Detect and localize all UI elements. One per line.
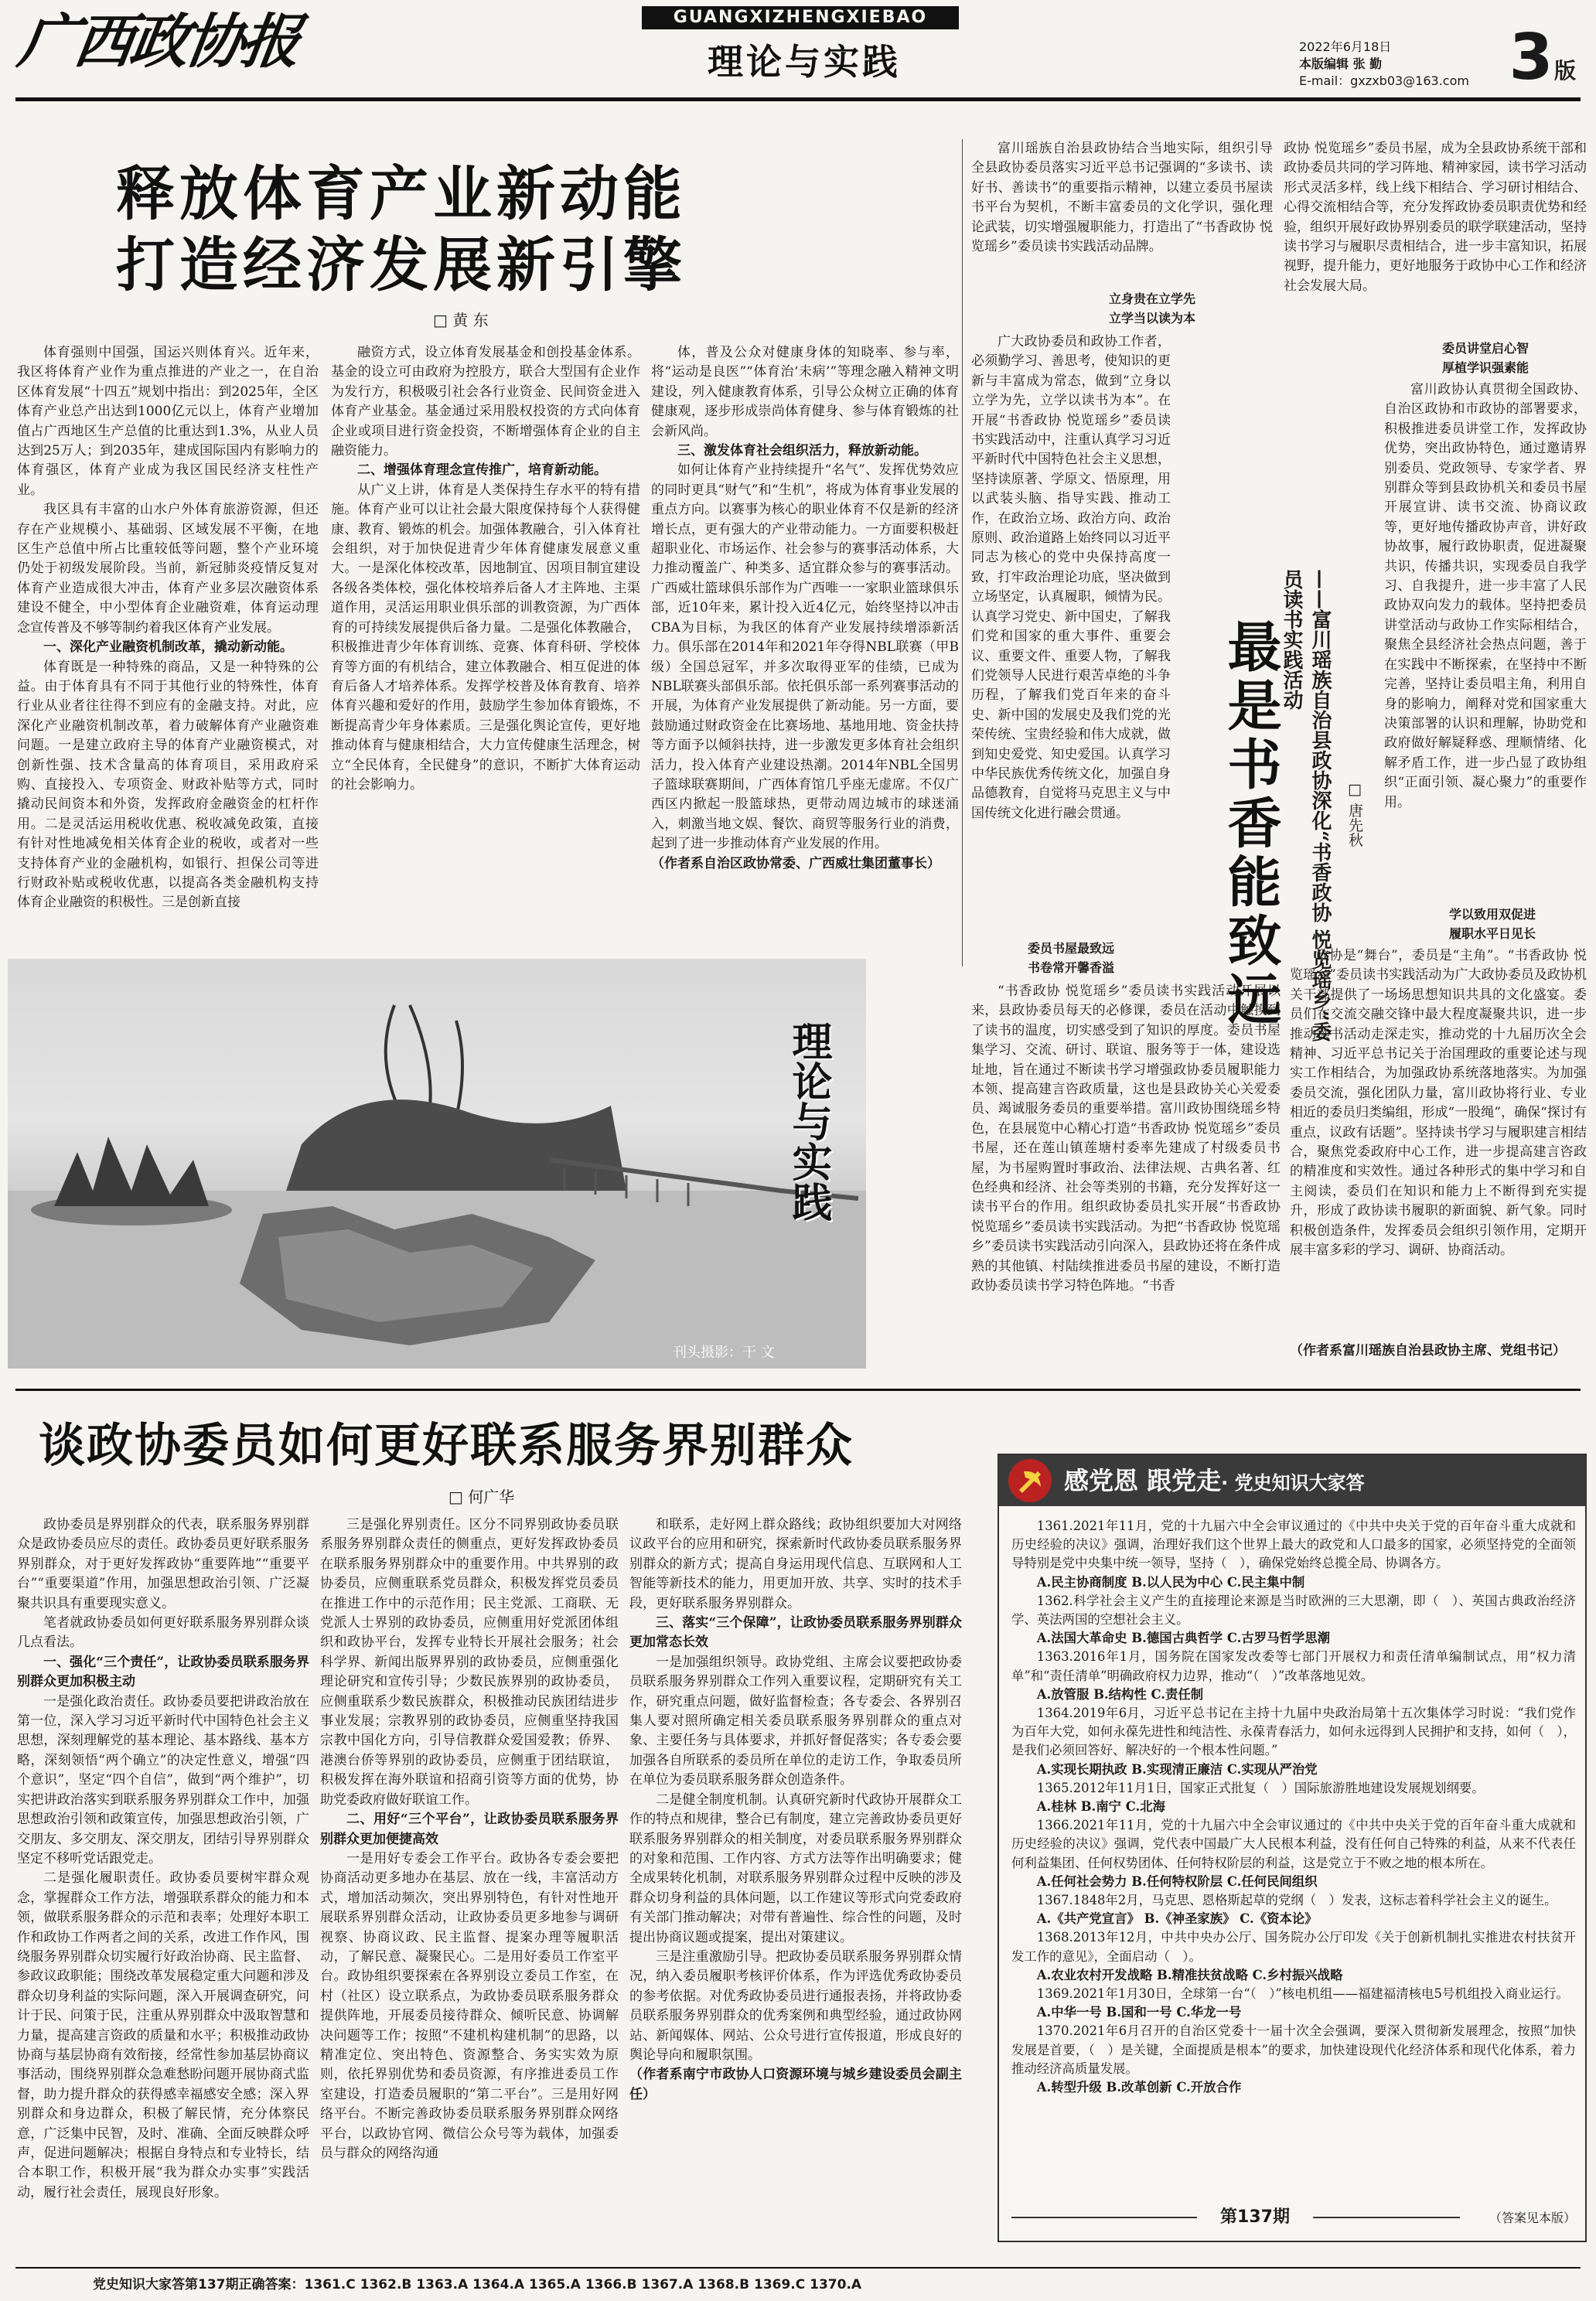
quiz-list [1011,1517,1576,2190]
article3-para: 三是注重激励引导。把政协委员联系服务界别群众情况，纳入委员履职考核评价体系，作为评选优秀政协委员的参考依据。对优秀政协委员进行通报表扬，并将政协委员联系服务界别群众的优秀案例和典型经验，通过政协网站、新闻媒体、网站、公众号进行宣传报道，形成良好的舆论导向和履职氛围。 [629,1948,962,2063]
article1-para: 融资方式，设立体育发展基金和创投基金体系。基金的设立可由政府为控股方，联合大型国有企业作为发行方，积极吸引社会各行业资金、民间资金进入体育产业基金。基金通过采用股权投资的方式向体育企业或项目进行资金投资，不断增强体育企业的自主融资能力。 [331,345,640,459]
article3-para: 和联系，走好网上群众路线；政协组织要加大对网络议政平台的应用和研究，探索新时代政协委员联系服务界别群众的新方式；提高自身运用现代信息、互联网和人工智能等新技术的能力，用更加开放、共享、实时的技术手段，更好联系服务界别群众。 [629,1517,962,1611]
footer-answers: 党史知识大家答第137期正确答案：1361.C 1362.B 1363.A 1364.A 1365.A 1366.B 1367.A 1368.B 1369.C 1370.A [93,2277,862,2292]
quiz-options: A.实现长期执政 B.实现清正廉洁 C.实现从严治党 [1036,1761,1318,1777]
quiz-options: A.放管服 B.结构性 C.责任制 [1036,1686,1204,1702]
article1-para: 我区具有丰富的山水户外体育旅游资源，但还存在产业规模小、基础弱、区域发展不平衡，在地区生产总值中所占比重较低等问题，整个产业环境仍处于初级发展阶段。当前，新冠肺炎疫情反复对体育产业造成很大冲击，体育产业多层次融资体系建设不健全，中小型体育企业融资难，体育运动理念宣传普及不够等制约着我区体育产业发展。 [17,502,319,636]
quiz-item [1011,1816,1576,1891]
party-emblem-icon [1007,1457,1053,1504]
photo-caption: 刊头摄影：干 文 [673,1345,775,1361]
article3-col2 [320,1515,619,2258]
quiz-issue-number: 第137期 [1220,2207,1290,2227]
article3-para: 二是健全制度机制。认真研究新时代政协开展群众工作的特点和规律，整合已有制度，建立完善政协委员更好联系服务界别群众的相关制度，对委员联系服务界别群众的对象和范围、工作内容、方式方法等作出明确要求；健全成果转化机制，对联系服务界别群众过程中反映的涉及群众切身利益的具体问题，以工作建议等形式向党委政府有关部门推动解决；对带有普遍性、综合性的问题，及时提出协商议题或提案，提出对策建议。 [629,1791,962,1945]
article1-title-line1: 释放体育产业新动能 [116,159,687,228]
quiz-item [1011,1891,1576,1928]
article2-subhead-line: 委员书屋最致远 [1027,941,1114,956]
quiz-header-main: 感党恩 跟党走 [1064,1466,1222,1495]
article2-subhead-line: 厚植学识强素能 [1441,360,1529,375]
article3-para: 笔者就政协委员如何更好联系服务界别群众谈几点看法。 [17,1615,309,1651]
quiz-header-bar [999,1455,1585,1506]
quiz-header-suffix: · 党史知识大家答 [1221,1472,1365,1494]
article2-para: 富川瑶族自治县政协结合当地实际，组织引导全县政协委员落实习近平总书记强调的“多读书、读好书、善读书”的重要指示精神，以建立委员书屋读书平台为契机，不断丰富委员的文化学识，强化理论武装，切实增强履职能力，打造出了“书香政协 悦览瑶乡”委员读书实践活动品牌。 [971,141,1273,255]
quiz-item [1011,1704,1576,1779]
article3-heading-1: 一、强化“三个责任”，让政协委员联系服务界别群众更加积极主动 [17,1654,309,1690]
masthead-info [1299,39,1500,90]
page-unit: 版 [1554,58,1577,84]
article1-para: 从广义上讲，体育是人类保持生存水平的特有措施。体育产业可以让社会最大限度保持每个人获得健康、教育、锻炼的机会。加强体教融合，引入体育社会组织，对于加快促进青少年体育健康发展意义重大。一是深化体校改革，因地制宜、因项目制宜建设各级各类体校，强化体校培养后备人才主阵地、主渠道作用，灵活运用职业俱乐部的训教资源，为广西体育的可持续发展提供后备力量。二是强化体教融合，积极推进青少年体育训练、竞赛、体育科研、学校体育等方面的有机结合，建立体教融合、相互促进的体育后备人才培养体系。发挥学校普及体育教育、培养体育兴趣和爱好的作用，鼓励学生参加体育锻炼，不断提高青少年身体素质。三是强化舆论宣传，更好地推动体育与健康相结合，大力宣传健康生活理念，树立“全民体育，全民健身”的意识，不断扩大体育运动的社会影响力。 [331,482,640,793]
article1-byline: □ 黄 东 [433,311,489,329]
article1-para: 如何让体育产业持续提升“名气”、发挥优势效应的同时更具“财气”和“生机”，将成为体育事业发展的重点方向。以赛事为核心的职业体育不仅是新的经济增长点，更有强大的产业带动能力。一方面要积极赶超职业化、市场运作、社会参与的赛事活动体系，大力推动覆盖广、种类多、适宜群众参与的赛事活动。广西威壮篮球俱乐部作为广西唯一一家职业篮球俱乐部，近10年来，累计投入近4亿元，始终坚持以冲击CBA为目标，为我区的体育产业发展持续增添新活力。俱乐部在2014年和2021年夺得NBL联赛（甲B级）全国总冠军，并多次取得亚军的佳绩，已成为NBL联赛头部俱乐部。依托俱乐部一系列赛事活动的开展，为体育产业发展提供了新动能。另一方面，要鼓励通过财政资金在比赛场地、基地用地、资金扶持等方面予以倾斜扶持，进一步激发更多体育社会组织活力，投入体育产业建设热潮。2014年NBL全国男子篮球联赛期间，广西体育馆几乎座无虚席。不仅广西区内掀起一股篮球热，更带动周边城市的球迷涌入，刺激当地文娱、餐饮、商贸等服务行业的消费，起到了进一步推动体育产业发展的作用。 [651,462,959,852]
section-title: 理论与实践 [708,41,901,83]
article2-author-note-text: （作者系富川瑶族自治县政协主席、党组书记） [1290,1343,1566,1358]
photo-label-char: 实 [785,1141,831,1181]
article2-body-1 [971,332,1171,920]
article2-intro [971,139,1273,291]
page-editor: 本版编辑 张 勤 [1299,56,1383,71]
article1-heading-1: 一、深化产业融资机制改革，撬动新动能。 [43,639,293,656]
article1-heading-3: 三、激发体育社会组织活力，释放新动能。 [677,443,927,459]
article2-para: “书香政协 悦览瑶乡”委员读书实践活动开展以来，县政协委员每天的必修课，委员在活动中触摸到了读书的温度，切实感受到了知识的厚度。委员书屋集学习、交流、研讨、联谊、服务等于一体，建设选址地，旨在通过不断读书学习增强政协委员履职能力本领、提高建言咨政质量，这也是县政协关心关爱委员、竭诚服务委员的重要举措。富川政协围绕瑶乡特色，在县展览中心精心打造“书香政协 悦览瑶乡”委员书屋，还在莲山镇莲塘村委率先建成了村级委员书屋，为书屋购置时事政治、法律法规、古典名著、红色经典和经济、社会等类别的书籍，充分发挥好这一读书平台的作用。组织政协委员扎实开展“书香政协 悦览瑶乡”委员读书实践活动。为把“书香政协 悦览瑶乡”委员读书实践活动引向深入，县政协还将在条件成熟的其他镇、村陆续推进委员书屋的建设，不断打造政协委员读书学习特色阵地。“书香 [971,983,1281,1294]
quiz-question: 1364.2019年6月，习近平总书记在主持十九届中央政治局第十五次集体学习时说：“我们党作为百年大党，如何永葆先进性和纯洁性、永葆青春活力，如何永远得到人民拥护和支持，如何（ ），是我们必须回答好、解决好的一个根本性问题。” [1011,1706,1576,1758]
article1-author-note: （作者系自治区政协常委、广西威壮集团董事长） [651,855,940,871]
footer-rule [15,2267,1581,2269]
article2-body-4 [1290,946,1587,1337]
article2-para: 富川政协认真贯彻全国政协、自治区政协和市政协的部署要求，积极推进委员讲堂工作，发挥政协优势，突出政协特色，通过邀请界别委员、党政领导、专家学者、界别群众等到县政协机关和委员书屋开展宣讲、读书交流、协商议政等，更好地传播政协声音，讲好政协故事，履行政协职责，促进凝聚共识，传播共识，实现委员自我学习、自我提升，进一步丰富了人民政协双向发力的载体。坚持把委员讲堂活动与政协工作实际相结合，聚焦全县经济社会热点问题，善于在实践中不断探索，在坚持中不断完善，坚持让委员唱主角，利用自身的影响力，阐释对党和国家重大决策部署的认识和理解，协助党和政府做好解疑释惑、理顺情绪、化解矛盾工作，进一步凸显了政协组织“正面引领、凝心聚力”的重要作用。 [1384,382,1587,810]
quiz-issue-line [1313,2217,1460,2218]
article3-para: 二是强化履职责任。政协委员要树牢群众观念，掌握群众工作方法，增强联系群众的能力和本领，做联系服务群众的示范和表率；处理好本职工作和政协工作两者之间的关系，改进工作作风，围绕服务界别群众切实履行好政治协商、民主监督、参政议政职能；围绕改革发展稳定重大问题和涉及群众切身利益的实际问题，深入开展调查研究，问计于民、问策于民，注重从界别群众中汲取智慧和力量，提高建言资政的质量和水平；积极推动政协协商与基层协商有效衔接，经常性参加基层协商议事活动，围绕界别群众急难愁盼问题开展协商式监督，助力提升群众的获得感幸福感安全感；深入界别群众和身边群众，积极了解民情，充分体察民意，广泛集中民智，及时、准确、全面反映群众呼声，促进问题解决；根据自身特点和专业特长，结合本职工作，积极开展“我为群众办实事”实践活动，履行社会责任，展现良好形象。 [17,1870,309,2200]
article2-subhead-line: 学以致用双促进 [1448,907,1536,922]
quiz-issue-line [1011,2217,1197,2218]
quiz-item [1011,1517,1576,1592]
issue-date: 2022年6月18日 [1299,39,1392,54]
article2-right-top [1284,139,1587,323]
quiz-header-title [1064,1461,1574,1500]
article3-para: 一是用好专委会工作平台。政协各专委会要把协商活动更多地办在基层、放在一线，丰富活动方式，增加活动频次，突出界别特色，有针对性地开展联系界别群众活动，让政协委员更多地参与调研视察、协商议政、民主监督、提案办理等履职活动，了解民意、凝聚民心。二是用好委员工作室平台。政协组织要探索在各界别设立委员工作室，在村（社区）设立联系点，为政协委员联系服务群众提供阵地，开展委员接待群众、倾听民意、协调解决问题等工作；按照“不建机构建机制”的思路，以精准定位、突出特色、资源整合、务实实效为原则，依托界别优势和委员资源，有序推进委员工作室建设，打造委员履职的“第二平台”。三是用好网络平台。不断完善政协委员联系服务界别群众网络平台，以政协官网、微信公众号等为载体，加强委员与群众的网络沟通 [320,1850,619,2161]
photo-label-char: 论 [785,1061,831,1101]
article3-para: 一是加强组织领导。政协党组、主席会议要把政协委员联系服务界别群众工作列入重要议程，定期研究有关工作，研究重点问题，做好监督检查；各专委会、各界别召集人要对照所确定相关委员联系服务界别群众的重点对象、主要任务与具体要求，并抓好督促落实；各专委会要加强各自所联系的委员所在单位的走访工作，争取委员所在单位为委员联系服务群众创造条件。 [629,1654,962,1788]
page-number: 3 [1509,21,1553,94]
quiz-item [1011,1779,1576,1816]
article2-body-3 [1384,380,1587,891]
article2-subhead-line: 立学当以读为本 [1108,311,1195,326]
article3-heading-2: 二、用好“三个平台”，让政协委员联系服务界别群众更加便捷高效 [320,1812,619,1847]
photo-label-char: 与 [785,1101,831,1141]
section-rule [15,1389,1581,1391]
quiz-options: A.桂林 B.南宁 C.北海 [1036,1799,1165,1815]
article3-author-note: （作者系南宁市政协人口资源环境与城乡建设委员会副主任） [629,2067,962,2102]
article2-para: 政协 悦览瑶乡”委员书屋，成为全县政协系统干部和政协委员共同的学习阵地、精神家园，读书学习活动形式灵活多样，线上线下相结合、学习研讨相结合、心得交流相结合等，充分发挥政协委员职责优势和经验，组织开展好政协界别委员的联学联建活动，坚持读书学习与履职尽责相结合，进一步丰富知识，拓展视野，提升能力，更好地服务于政协中心工作和经济社会发展大局。 [1284,141,1587,294]
quiz-options: A.中华一号 B.国和一号 C.华龙一号 [1036,2005,1242,2020]
article2-subhead-4 [1400,905,1585,943]
quiz-options: A.任何社会势力 B.任何特权阶层 C.任何民间组织 [1036,1873,1318,1889]
quiz-question: 1363.2016年1月，国务院在国家发改委等七部门开展权力和责任清单编制试点，用“权力清单”和“责任清单”明确政府权力边界，推动“（ ）”改革落地见效。 [1011,1649,1576,1683]
quiz-question: 1361.2021年11月，党的十九届六中全会审议通过的《中共中央关于党的百年奋斗重大成就和历史经验的决议》强调，治理好我们这个世界上最大的政党和人口最多的国家，必须坚持党的全面领导特别是党中央集中统一领导，坚持（ ），确保党始终总揽全局、协调各方。 [1011,1519,1576,1571]
article2-subhead-line: 立身贵在立学先 [1108,291,1195,306]
article3-heading-3: 三、落实“三个保障”，让政协委员联系服务界别群众更加常态长效 [629,1615,962,1651]
article1-col2 [331,343,640,931]
photo-label-char: 理 [785,1021,831,1061]
article3-byline: □ 何广华 [448,1488,515,1506]
article2-subhead-line: 书卷常开馨香溢 [1027,960,1114,975]
article2-subhead-3 [1384,339,1587,377]
quiz-item [1011,1592,1576,1648]
quiz-question: 1365.2012年11月1日，国家正式批复（ ）国际旅游胜地建设发展规划纲要。 [1036,1780,1485,1795]
quiz-box [998,1454,1587,2242]
article2-author-note [1290,1341,1587,1383]
article1-col1 [17,343,319,931]
article1-para: 体育既是一种特殊的商品，又是一种特殊的公益。由于体育具有不同于其他行业的特殊性，体育行业从业者往往得不到应有的金融支持。对此，应深化产业融资机制改革，着力破解体育产业融资难问题。一是建立政府主导的体育产业融资模式，对创新性强、技术含量高的体育项目，采用政府采购、直接投入、专项资金、财政补贴等方式，同时撬动民间资本和外资，发挥政府金融资金的杠杆作用。二是灵活运用税收优惠、税收减免政策，直接有针对性地减免相关体育企业的税收，或者对一些支持体育产业的金融机构，如银行、担保公司等进行财政补贴或税收优惠，以提高各类金融机构支持体育企业融资的积极性。三是创新直接 [17,659,319,911]
header-photo [8,959,866,1369]
quiz-options: A.农业农村开发战略 B.精准扶贫战略 C.乡村振兴战略 [1036,1967,1343,1982]
quiz-item [1011,1928,1576,1985]
quiz-item [1011,1648,1576,1704]
article2-subtitle: ——富川瑶族自治县政协深化“书香政协 悦览瑶乡”委员读书实践活动 [1280,569,1332,1041]
article1-heading-2: 二、增强体育理念宣传推广，培育新动能。 [357,462,607,479]
photo-label-char: 践 [785,1181,831,1222]
quiz-item [1011,2022,1576,2097]
quiz-question: 1362.科学社会主义产生的直接理论来源是当时欧洲的三大思潮，即（ ）、英国古典政治经济学、英法两国的空想社会主义。 [1011,1593,1576,1628]
quiz-options: A.《共产党宣言》 B.《神圣家族》 C.《资本论》 [1036,1911,1318,1927]
article2-subhead-line: 履职水平日见长 [1448,926,1536,941]
article3-col1 [17,1515,309,2258]
editor-email: E-mail：gxzxb03@163.com [1299,73,1469,88]
newspaper-logo: 广西政协报 [14,7,303,76]
article3-para: 政协委员是界别群众的代表，联系服务界别群众是政协委员应尽的责任。政协委员更好联系服务界别群众，对于更好发挥政协“重要阵地”“重要平台”“重要渠道”作用，加强思想政治引领、广泛凝聚共识具有重要现实意义。 [17,1517,309,1611]
article2-subhead-2 [971,939,1171,977]
article1-title-line2: 打造经济发展新引擎 [116,230,687,299]
quiz-question: 1366.2021年11月，党的十九届六中全会审议通过的《中共中央关于党的百年奋斗重大成就和历史经验的决议》强调，党代表中国最广大人民根本利益，没有任何自己特殊的利益，从来不代表任何利益集团、任何权势团体、任何特权阶层的利益，这是党立于不败之地的根本所在。 [1011,1818,1576,1870]
column-divider [962,139,963,966]
quiz-options: A.民主协商制度 B.以人民为中心 C.民主集中制 [1036,1574,1305,1590]
masthead-rule [15,97,1581,101]
quiz-question: 1367.1848年2月，马克思、恩格斯起草的党纲（ ）发表，这标志着科学社会主义的诞生。 [1036,1893,1557,1908]
quiz-question: 1368.2013年12月，中共中央办公厅、国务院办公厅印发《关于创新机制扎实推进农村扶贫开发工作的意见》，全面启动（ ）。 [1011,1930,1576,1964]
lake-scenery-icon [8,959,866,1369]
article1-para: 体，普及公众对健康身体的知晓率、参与率，将“运动是良医”“体育治‘未病’”等理念融入精神文明建设，列入健康教育体系，引导公众树立正确的体育健康观，逐步形成崇尚体育健身、参与体育锻炼的社会新风尚。 [651,345,959,439]
quiz-item [1011,1985,1576,2022]
quiz-options: A.转型升级 B.改革创新 C.开放合作 [1036,2080,1242,2095]
photo-label [781,1021,835,1330]
quiz-question: 1370.2021年6月召开的自治区党委十一届十次全会强调，要深入贯彻新发展理念，按照“加快发展是首要，（ ）是关键，全面提质是根本”的要求，加快建设现代化经济体系和现代化体系，着力推动经济高质量发展。 [1011,2023,1576,2076]
quiz-options: A.法国大革命史 B.德国古典哲学 C.古罗马哲学思潮 [1036,1631,1331,1646]
article2-subhead-1 [1036,289,1268,328]
article2-subhead-line: 委员讲堂启心智 [1441,341,1529,356]
article3-para: 一是强化政治责任。政协委员要把讲政治放在第一位，深入学习习近平新时代中国特色社会主义思想，深刻理解党的基本理论、基本路线、基本方略，深刻领悟“两个确立”的决定性意义，增强“四个意识”，坚定“四个自信”，做到“两个维护”，切实把讲政治落实到联系服务界别群众工作中，加强思想政治引领和政策宣传，加强思想政治引领，广交朋友、多交朋友、深交朋友，团结引导界别群众坚定不移听党话跟党走。 [17,1693,309,1866]
pinyin-bar: GUANGXIZHENGXIEBAO [642,6,959,29]
article3-para: 三是强化界别责任。区分不同界别政协委员联系服务界别群众责任的侧重点，更好发挥政协委员在联系服务界别群众中的重要作用。中共界别的政协委员，应侧重联系党员群众，积极发挥党员委员在推进工作中的示范作用；民主党派、工商联、无党派人士界别的政协委员，应侧重用好党派团体组织和政协平台，发挥专业特长开展社会服务；社会科学界、新闻出版界界别的政协委员，应侧重强化理论研究和宣传引导；少数民族界别的政协委员，应侧重联系少数民族群众，积极推动民族团结进步事业发展；宗教界别的政协委员，应侧重坚持我国宗教中国化方向，引导信教群众爱国爱教；侨界、港澳台侨等界别的政协委员，应侧重于团结联谊，积极发挥在海外联谊和招商引资等方面的优势，协助党委政府做好联谊工作。 [320,1517,619,1808]
article2-para: 政协是“舞台”，委员是“主角”。“书香政协 悦览瑶乡”委员读书实践活动为广大政协委员及政协机关干部提供了一场场思想知识共具的文化盛宴。委员们在交流交融交锋中最大程度凝聚共识，进一步推动读书活动走深走实，推动党的十九届历次全会精神、习近平总书记关于治国理政的重要论述与现实工作相结合，为加强政协系统落地落实。为加强委员交流，强化团队力量，富川政协将行业、专业相近的委员归类编组，形成“一股绳”，确保“探讨有重点，议政有话题”。坚持读书学习与履职建言相结合，聚焦党委政府中心工作，进一步提高建言咨政的精准度和实效性。通过各种形式的集中学习和自主阅读，委员们在知识和能力上不断得到充实提升，形成了政协读书履职的新面貌、新气象。同时积极创造条件，发挥委员会组织引领作用，定期开展丰富多彩的学习、调研、协商活动。 [1290,948,1587,1259]
quiz-question: 1369.2021年1月30日，全球第一台“（ ）”核电机组——福建福清核电5号机组投入商业运行。 [1036,1986,1569,2002]
quiz-issue-bar [1011,2205,1576,2230]
article2-para: 广大政协委员和政协工作者，必须勤学习、善思考，使知识的更新与丰富成为常态，做到“立身以立学为先，立学以读书为本”。在开展“书香政协 悦览瑶乡”委员读书实践活动中，注重认真学习习近平新时代中国特色社会主义思想，坚持读原著、学原文、悟原理，用以武装头脑、指导实践、推动工作，在政治立场、政治方向、政治原则、政治道路上始终同以习近平同志为核心的党中央保持高度一致，打牢政治理论功底，坚决做到立场坚定，认真履职，倾情为民。认真学习党史、新中国史，了解我们党和国家的重大事件、重要会议、重要文件、重要人物，了解我们党领导人民进行艰苦卓绝的斗争历程，了解我们党百年来的奋斗史、新中国的发展史及我们党的光荣传统、宝贵经验和伟大成就，做到知史爱党、知史爱国。认真学习中华民族优秀传统文化，加强自身品德教育，自觉将马克思主义与中国传统文化进行融会贯通。 [971,334,1171,821]
quiz-answer-note: （答案见本版） [1489,2211,1576,2225]
article3-title: 谈政协委员如何更好联系服务界别群众 [39,1419,854,1473]
article2-byline: □ 唐先秋 [1346,781,1363,847]
article1-para: 体育强则中国强，国运兴则体育兴。近年来，我区将体育产业作为重点推进的产业之一，在自治区体育发展“十四五”规划中指出：到2025年，全区体育产业总产出达到1000亿元以上，体育产业增加值占广西地区生产总值的比重达到1.3%，从业人员达到25万人；到2035年，建成国际国内有影响力的体育强区，体育产业成为我区国民经济支柱性产业。 [17,345,319,498]
article3-col3 [629,1515,962,2258]
article1-col3 [651,343,959,931]
article2-title: 最是书香能致远 [1219,619,1282,1030]
